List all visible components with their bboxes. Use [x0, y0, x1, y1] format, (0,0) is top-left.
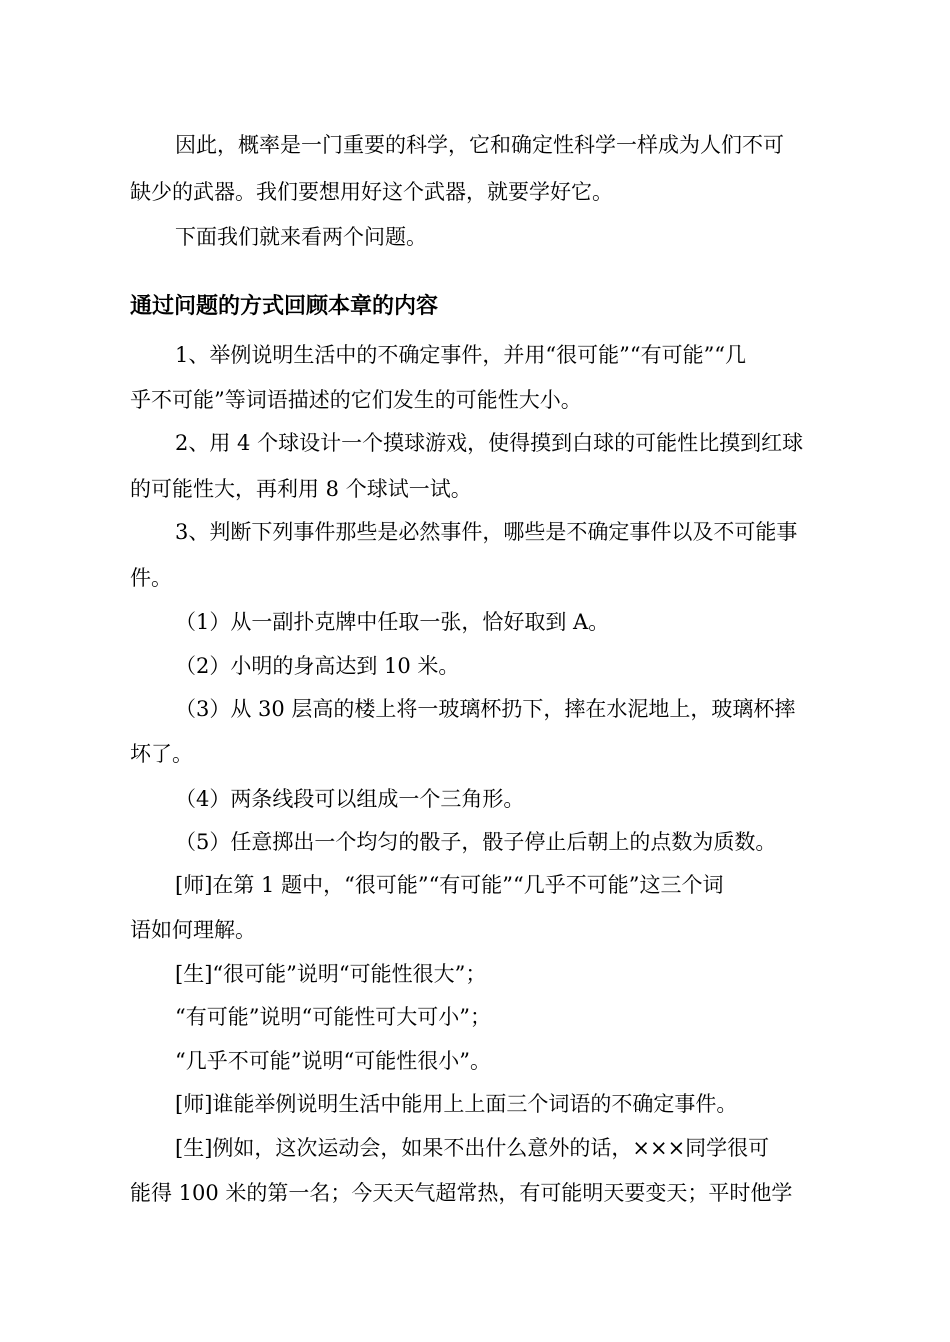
- list-item: （1）从一副扑克牌中任取一张，恰好取到 A。: [175, 610, 610, 634]
- paragraph-line: 缺少的武器。我们要想用好这个武器，就要学好它。: [130, 180, 613, 204]
- list-item: （4）两条线段可以组成一个三角形。: [175, 787, 525, 811]
- paragraph-line: 因此，概率是一门重要的科学，它和确定性科学一样成为人们不可: [175, 133, 784, 157]
- question-line: 1、举例说明生活中的不确定事件，并用“很可能”“有可能”“几: [175, 343, 747, 367]
- section-heading: 通过问题的方式回顾本章的内容: [130, 294, 439, 319]
- question-line: 乎不可能”等词语描述的它们发生的可能性大小。: [130, 388, 582, 412]
- question-line: 的可能性大，再利用 8 个球试一试。: [130, 477, 472, 501]
- dialogue-line: [生]“很可能”说明“可能性很大”；: [175, 962, 487, 986]
- question-line: 件。: [130, 566, 172, 590]
- dialogue-line: [生]例如，这次运动会，如果不出什么意外的话，×××同学很可: [175, 1136, 770, 1160]
- dialogue-line: [师]谁能举例说明生活中能用上上面三个词语的不确定事件。: [175, 1092, 738, 1116]
- dialogue-line: [师]在第 1 题中，“很可能”“有可能”“几乎不可能”这三个词: [175, 873, 724, 897]
- list-item: （2）小明的身高达到 10 米。: [175, 654, 460, 678]
- dialogue-line: “有可能”说明“可能性可大可小”；: [175, 1005, 491, 1029]
- dialogue-line: 语如何理解。: [130, 918, 256, 942]
- question-line: 2、用 4 个球设计一个摸球游戏，使得摸到白球的可能性比摸到红球: [175, 431, 804, 455]
- dialogue-line: “几乎不可能”说明“可能性很小”。: [175, 1049, 491, 1073]
- paragraph-line: 下面我们就来看两个问题。: [175, 225, 427, 249]
- list-item: 坏了。: [130, 742, 193, 766]
- list-item: （5）任意掷出一个均匀的骰子，骰子停止后朝上的点数为质数。: [175, 830, 777, 854]
- question-line: 3、判断下列事件那些是必然事件，哪些是不确定事件以及不可能事: [175, 520, 798, 544]
- dialogue-line: 能得 100 米的第一名；今天天气超常热，有可能明天要变天；平时他学: [130, 1181, 793, 1205]
- list-item: （3）从 30 层高的楼上将一玻璃杯扔下，摔在水泥地上，玻璃杯摔: [175, 697, 796, 721]
